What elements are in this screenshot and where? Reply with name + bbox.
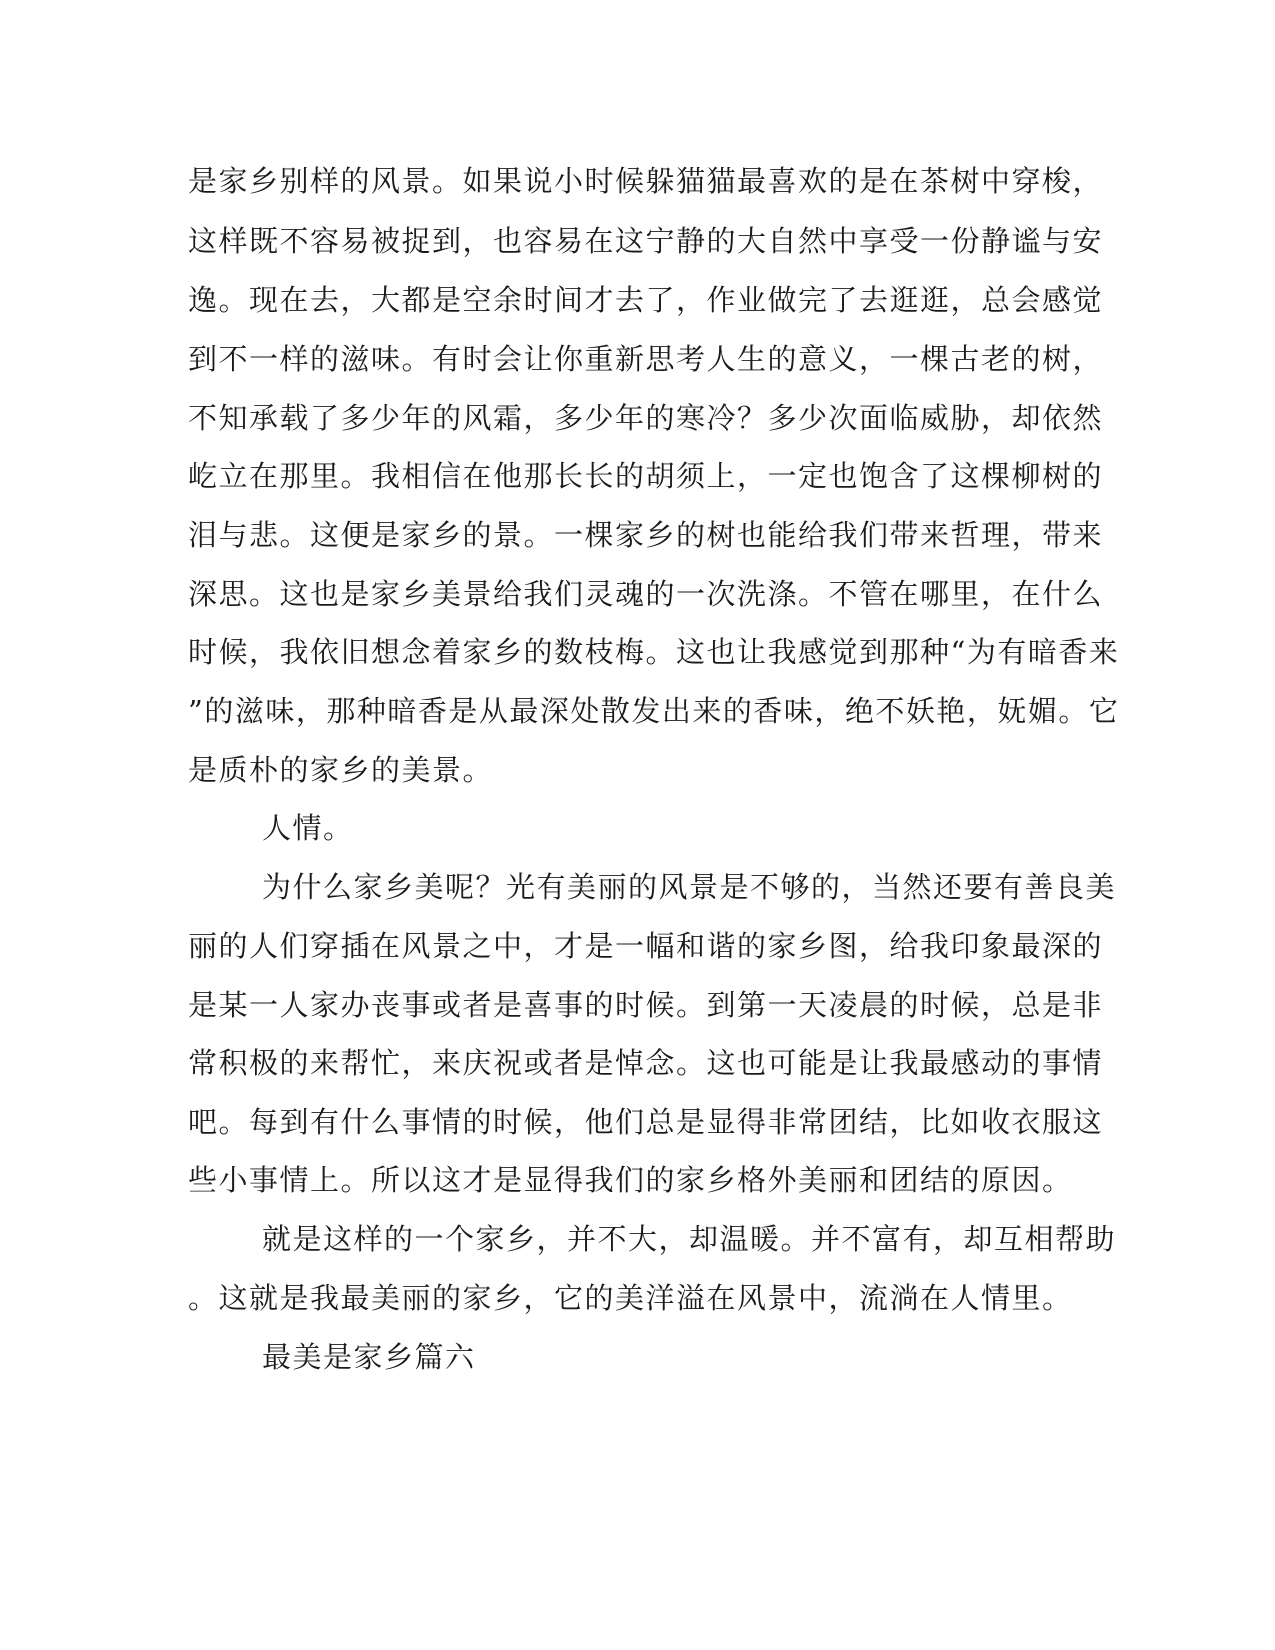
text-line: 丽的人们穿插在风景之中，才是一幅和谐的家乡图，给我印象最深的 bbox=[188, 929, 1104, 963]
text-line: 常积极的来帮忙，来庆祝或者是悼念。这也可能是让我最感动的事情 bbox=[188, 1046, 1104, 1080]
text-line: 逸。现在去，大都是空余时间才去了，作业做完了去逛逛，总会感觉 bbox=[188, 283, 1104, 317]
text-line: 为什么家乡美呢？光有美丽的风景是不够的，当然还要有善良美 bbox=[262, 870, 1117, 904]
text-line: 些小事情上。所以这才是显得我们的家乡格外美丽和团结的原因。 bbox=[188, 1163, 1073, 1197]
section-heading: 最美是家乡篇六 bbox=[262, 1340, 476, 1374]
text-line: 吧。每到有什么事情的时候，他们总是显得非常团结，比如收衣服这 bbox=[188, 1105, 1104, 1139]
text-line: 泪与悲。这便是家乡的景。一棵家乡的树也能给我们带来哲理，带来 bbox=[188, 518, 1104, 552]
text-line: 是质朴的家乡的美景。 bbox=[188, 753, 494, 787]
text-line: 是某一人家办丧事或者是喜事的时候。到第一天凌晨的时候，总是非 bbox=[188, 988, 1104, 1022]
text-line: 时候，我依旧想念着家乡的数枝梅。这也让我感觉到那种“为有暗香来 bbox=[188, 635, 1120, 669]
text-line: 是家乡别样的风景。如果说小时候躲猫猫最喜欢的是在茶树中穿梭， bbox=[188, 164, 1104, 198]
text-line: 不知承载了多少年的风霜，多少年的寒冷？多少次面临威胁，却依然 bbox=[188, 401, 1104, 435]
text-line: 到不一样的滋味。有时会让你重新思考人生的意义，一棵古老的树， bbox=[188, 342, 1104, 376]
text-line: 就是这样的一个家乡，并不大，却温暖。并不富有，却互相帮助 bbox=[262, 1222, 1117, 1256]
text-line: 屹立在那里。我相信在他那长长的胡须上，一定也饱含了这棵柳树的 bbox=[188, 459, 1104, 493]
section-heading: 人情。 bbox=[262, 811, 354, 845]
text-line: 深思。这也是家乡美景给我们灵魂的一次洗涤。不管在哪里，在什么 bbox=[188, 577, 1104, 611]
text-line: 这样既不容易被捉到，也容易在这宁静的大自然中享受一份静谧与安 bbox=[188, 224, 1104, 258]
text-line: 。这就是我最美丽的家乡，它的美洋溢在风景中，流淌在人情里。 bbox=[188, 1281, 1073, 1315]
text-line: ”的滋味，那种暗香是从最深处散发出来的香味，绝不妖艳，妩媚。它 bbox=[188, 694, 1120, 728]
